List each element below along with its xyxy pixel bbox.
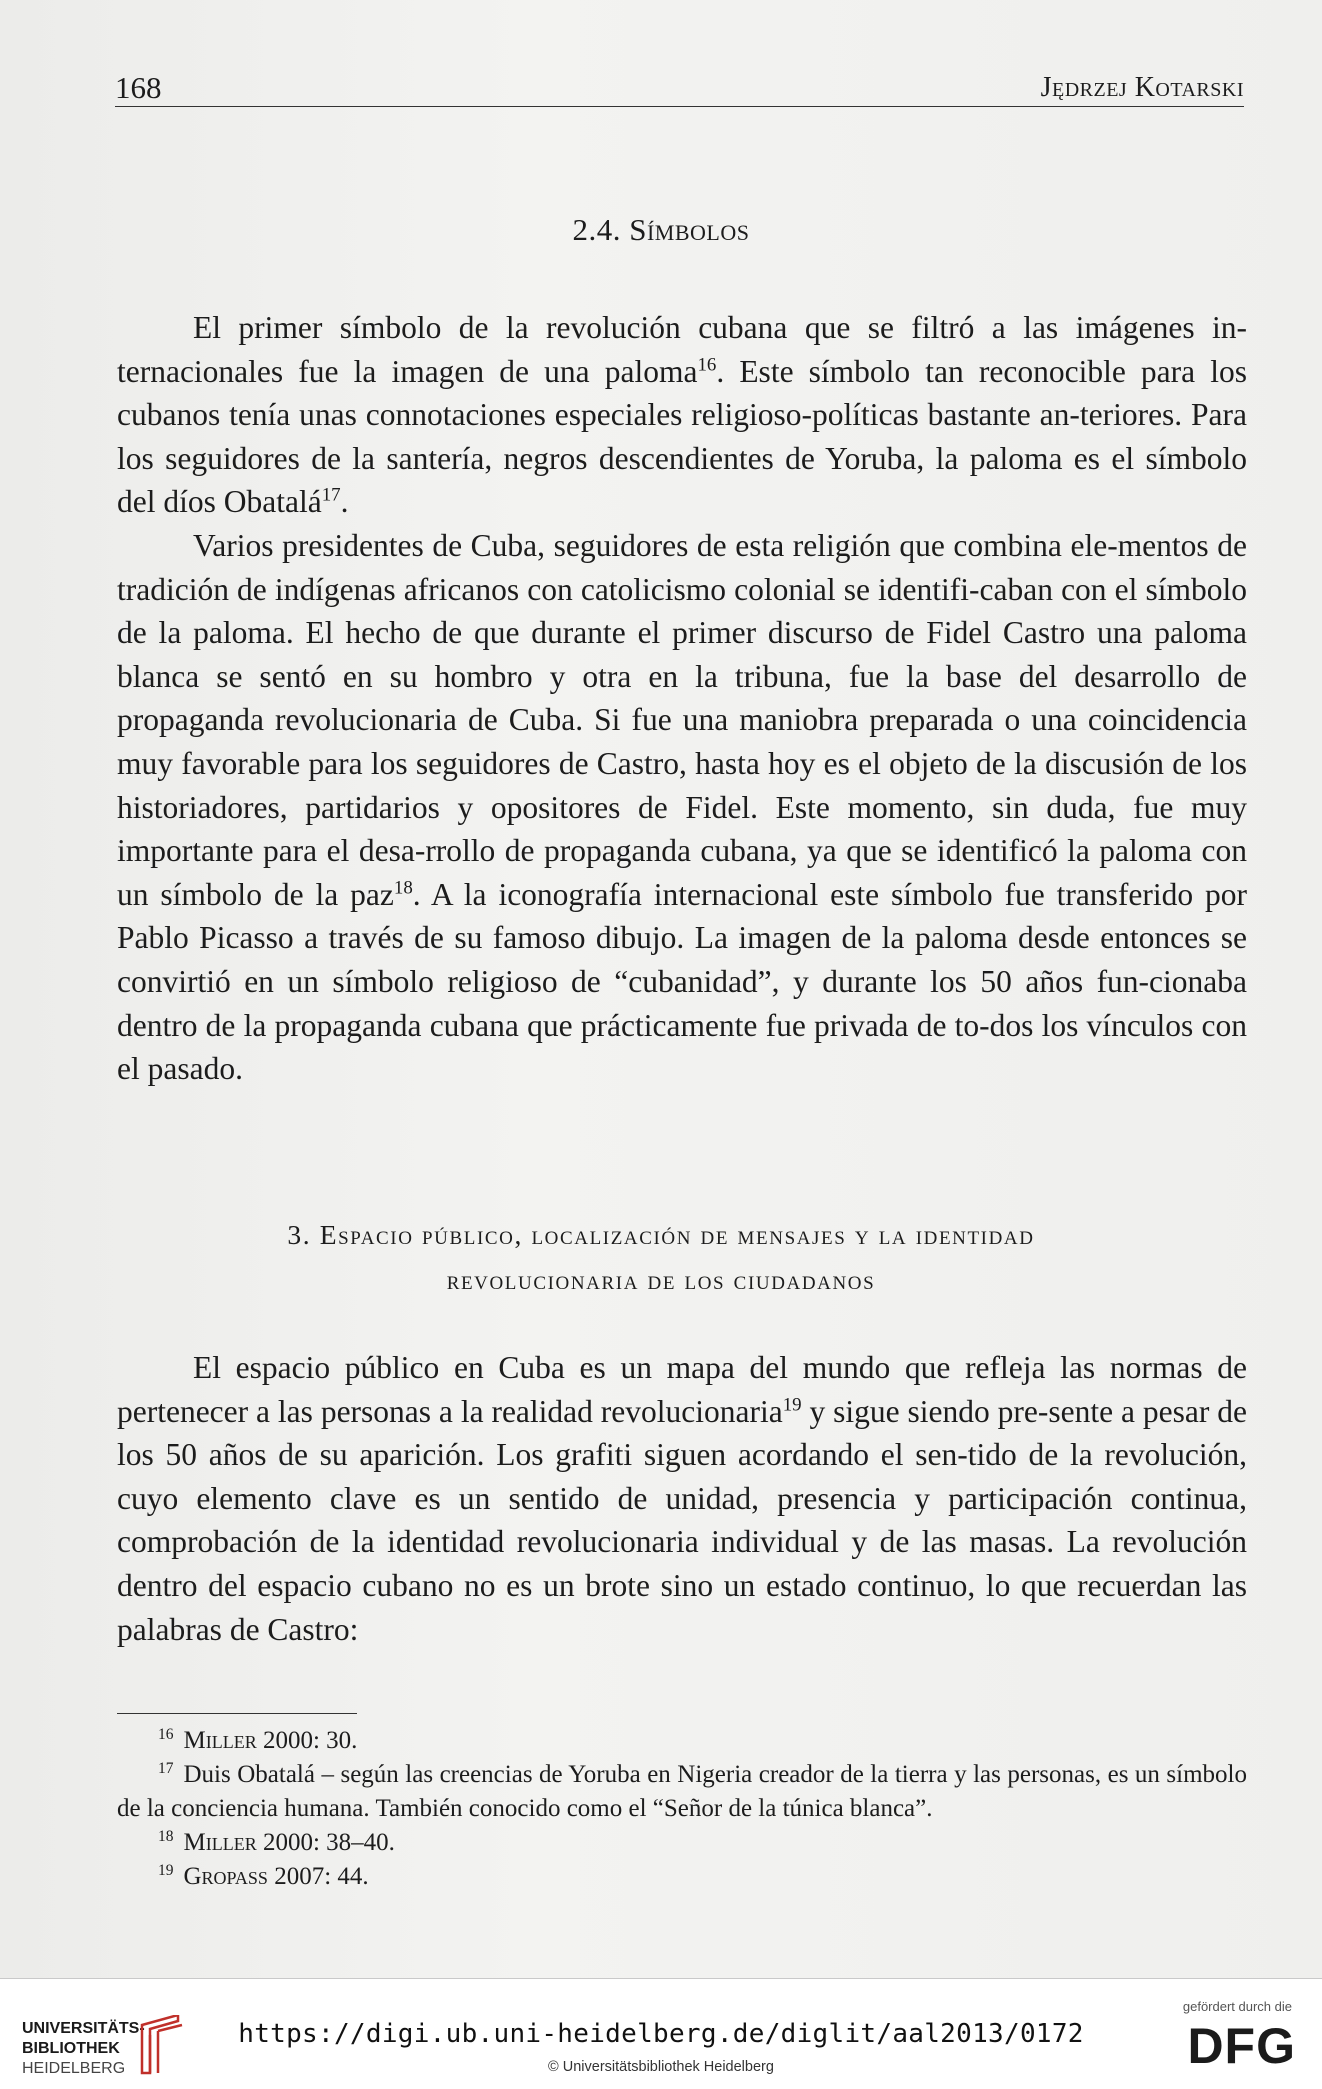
footnote-ref-16[interactable]: 16: [697, 354, 717, 376]
paragraph-3: [117, 1346, 1247, 1651]
paragraph-1: [117, 306, 1247, 524]
paragraph-3-text-a: El espacio público en Cuba es un mapa del mundo que refleja las normas de pertenecer a las personas a la realidad revolucionaria: [117, 1350, 1247, 1429]
paragraph-1-text-a: El primer símbolo de la revolución cubana que se filtró a las imágenes in-ternacionales fue la imagen de una paloma: [117, 310, 1247, 389]
paragraph-1-text-c: .: [340, 484, 349, 520]
page-number: 168: [115, 70, 162, 105]
chapter-title: [0, 1212, 1322, 1302]
paragraph-2: [117, 524, 1247, 1091]
footnote-divider: [117, 1713, 357, 1714]
chapter-title-line-1: 3. Espacio público, localización de mensajes y la identidad: [287, 1219, 1035, 1250]
page-header: [115, 66, 1244, 107]
footnote-author: Miller: [183, 1829, 257, 1856]
library-name[interactable]: UNIVERSITÄTS- BIBLIOTHEK HEIDELBERG: [22, 2020, 145, 2077]
footnote-16: $^{16}$ Miller 2000: 30.: [158, 1725, 358, 1754]
dfg-logo[interactable]: DFG: [1187, 2018, 1296, 2074]
permalink-url[interactable]: https://digi.ub.uni-heidelberg.de/diglit/aal2013/0172: [238, 2019, 1084, 2049]
footnote-17: $^{17}$ Duis Obatalá – según las creencias de Yoruba en Nigeria creador de la tierra y las personas, es un símbolo de la conciencia humana. También conocido como el “Señor de la túnica blanca”.: [117, 1759, 1247, 1822]
footnote-18: $^{18}$ Miller 2000: 38–40.: [158, 1827, 395, 1856]
section-title: 2.4. Símbolos: [572, 212, 750, 247]
paragraph-3-text-b: y sigue siendo pre-sente a pesar de los 50 años de su aparición. Los grafiti siguen acordando el sen-tido de la revolución, cuyo elemento clave es un sentido de unidad, presencia y participación continua, comprobación de la identidad revolucionaria individual y de las masas. La revolución dentro del espacio cubano no es un brote sino un estado continuo, lo que recuerdan las palabras de Castro:: [117, 1393, 1247, 1647]
footnote-author: Gropass: [183, 1863, 268, 1890]
funded-by-label: gefördert durch die: [1182, 1999, 1292, 2014]
footnote-ref-17[interactable]: 17: [321, 484, 341, 506]
chapter-title-line-2: revolucionaria de los ciudadanos: [446, 1264, 876, 1295]
footnotes: [117, 1724, 1247, 1894]
footnote-author: Miller: [183, 1727, 257, 1754]
copyright-notice: © Universitätsbibliothek Heidelberg: [548, 2059, 774, 2075]
viewer-footer: [0, 1978, 1322, 2089]
paragraph-2-text-a: Varios presidentes de Cuba, seguidores de esta religión que combina ele-mentos de tradición de indígenas africanos con catolicismo colonial se identifi-caban con el símbolo de la paloma. El hecho de que durante el primer discurso de Fidel Castro una paloma blanca se sentó en su hombro y otra en la tribuna, fue la base del desarrollo de propaganda revolucionaria de Cuba. Si fue una maniobra preparada o una coincidencia muy favorable para los seguidores de Castro, hasta hoy es el objeto de la discusión de los historiadores, partidarios y opositores de Fidel. Este momento, sin duda, fue muy importante para el desa-rrollo de propaganda cubana, ya que se identificó la paloma con un símbolo de la paz: [117, 528, 1247, 912]
footnote-ref-19[interactable]: 19: [782, 1394, 802, 1416]
footnote-19: $^{19}$ Gropass 2007: 44.: [158, 1861, 369, 1890]
footnote-ref-18[interactable]: 18: [393, 877, 413, 899]
paragraph-1-text-b: . Este símbolo tan reconocible para los cubanos tenía unas connotaciones especiales religioso-políticas bastante an-teriores. Para los seguidores de la santería, negros descendientes de Yoruba, la paloma es el símbolo del díos Obatalá: [117, 353, 1247, 520]
running-head: Jędrzej Kotarski: [1040, 72, 1244, 103]
paragraph-2-text-b: . A la iconografía internacional este símbolo fue transferido por Pablo Picasso a través de su famoso dibujo. La imagen de la paloma desde entonces se convirtió en un símbolo religioso de “cubanidad”, y durante los 50 años fun-cionaba dentro de la propaganda cubana que prácticamente fue privada de to-dos los vínculos con el pasado.: [117, 876, 1247, 1087]
